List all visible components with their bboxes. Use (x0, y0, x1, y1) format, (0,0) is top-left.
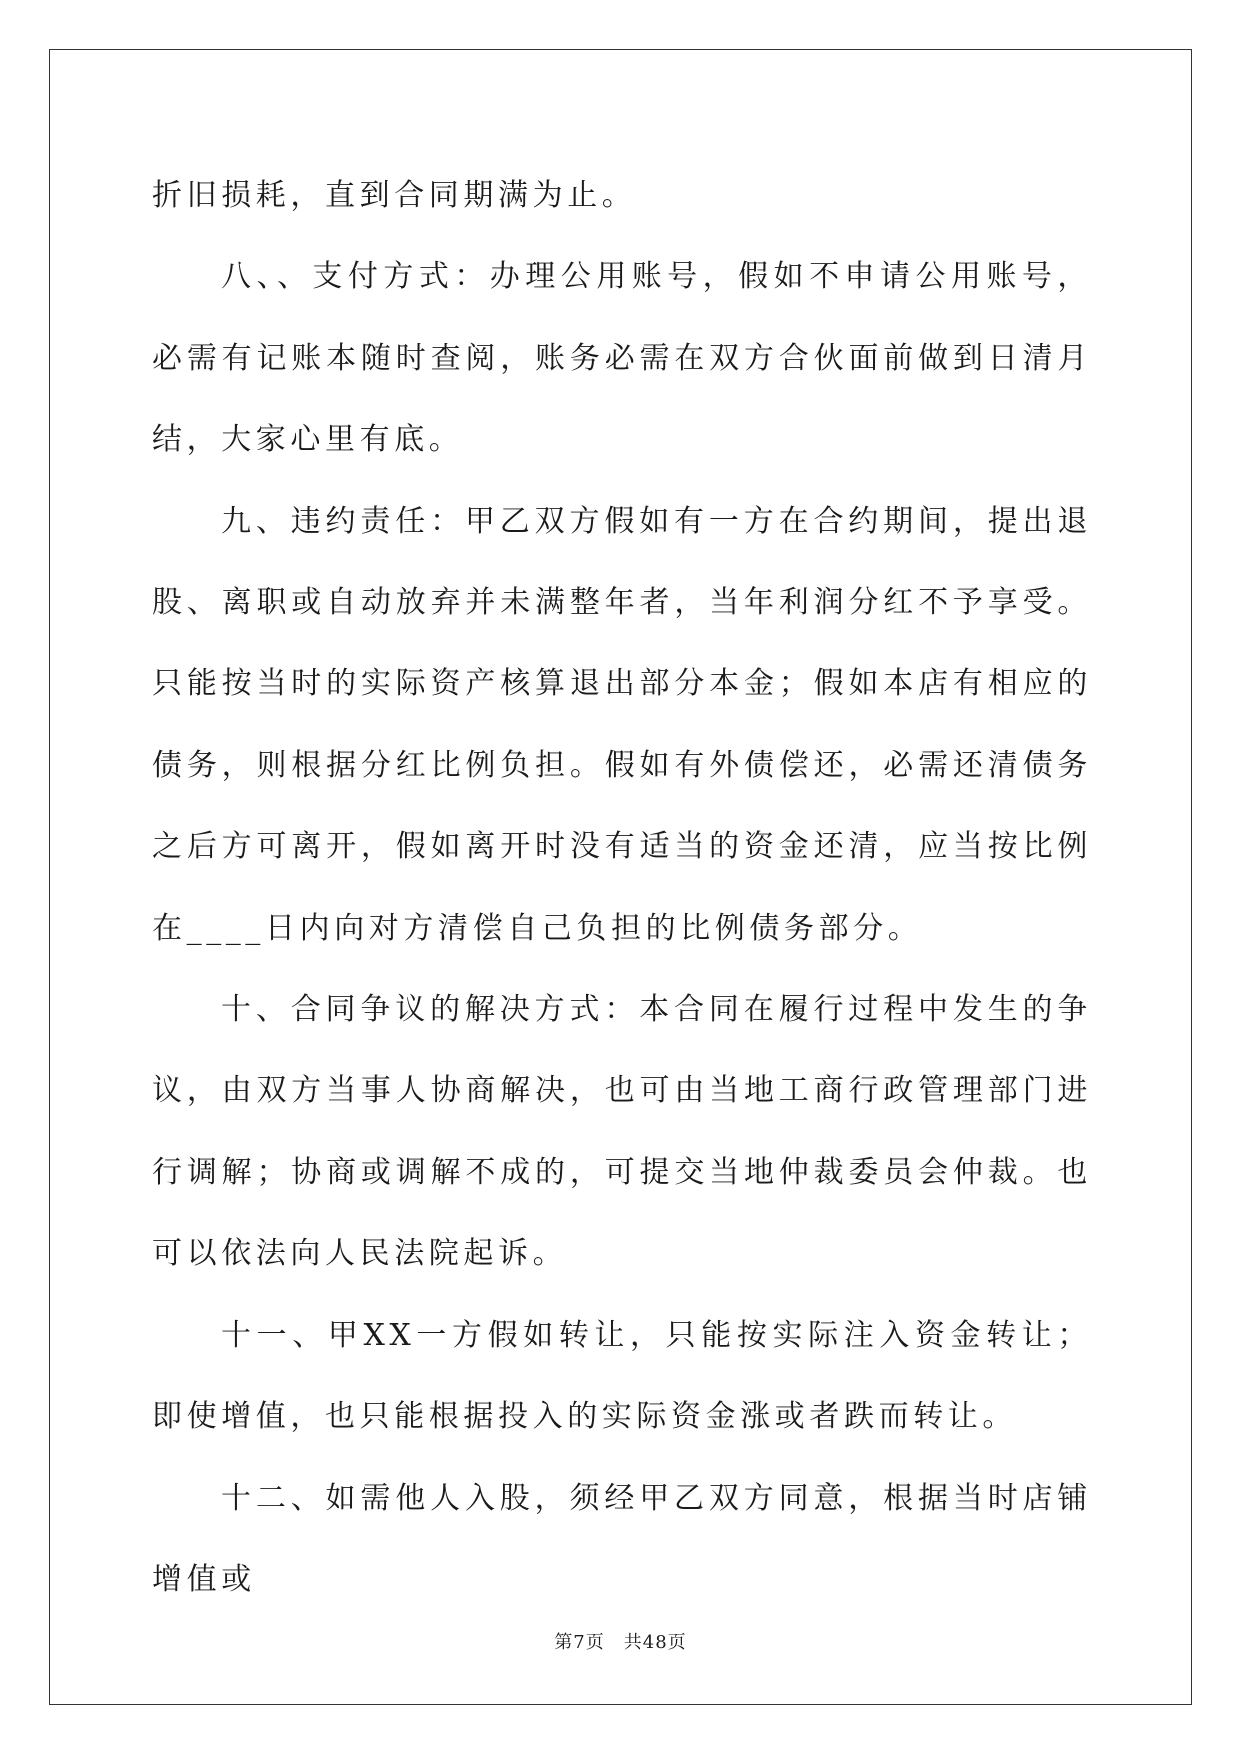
paragraph-clause-12: 十二、如需他人入股，须经甲乙双方同意，根据当时店铺增值或 (152, 1480, 1092, 1597)
paragraph-clause-8: 八、、支付方式：办理公用账号，假如不申请公用账号，必需有记账本随时查阅，账务必需在双方合伙面前做到日清月结，大家心里有底。 (152, 259, 1092, 458)
paragraph-clause-11: 十一、甲XX一方假如转让，只能按实际注入资金转让；即使增值，也只能根据投入的实际资金涨或者跌而转让。 (152, 1317, 1092, 1435)
page-number-footer (0, 1628, 1241, 1654)
paragraph-continuation: 折旧损耗，直到合同期满为止。 (152, 178, 637, 213)
document-body (152, 155, 1092, 1620)
page-number-label: 第7页 共48页 (554, 1632, 687, 1653)
paragraph-clause-10: 十、合同争议的解决方式：本合同在履行过程中发生的争议，由双方当事人协商解决，也可由当地工商行政管理部门进行调解；协商或调解不成的，可提交当地仲裁委员会仲裁。也可以依法向人民法院起诉。 (152, 992, 1092, 1272)
paragraph-clause-9: 九、违约责任：甲乙双方假如有一方在合约期间，提出退股、离职或自动放弃并未满整年者，当年利润分红不予享受。只能按当时的实际资产核算退出部分本金；假如本店有相应的债务，则根据分红比例负担。假如有外债偿还，必需还清债务之后方可离开，假如离开时没有适当的资金还清，应当按比例在____日内向对方清偿自己负担的比例债务部分。 (152, 503, 1092, 946)
